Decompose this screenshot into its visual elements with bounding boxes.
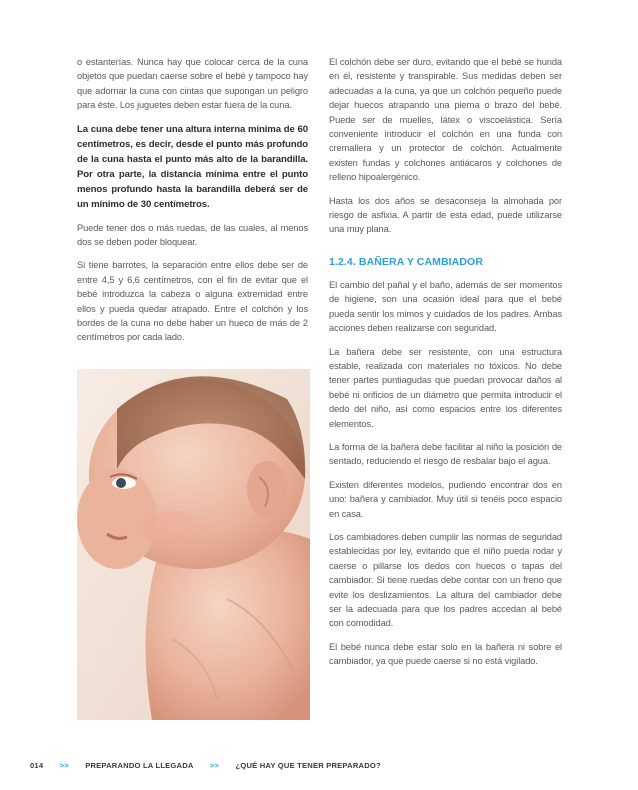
section-heading: 1.2.4. BAÑERA Y CAMBIADOR [329, 255, 484, 268]
separator: >> [59, 761, 69, 770]
paragraph: Los cambiadores deben cumplir las normas de seguridad establecidas por ley, evitando que el niño pueda rodar y caerse o pillarse los dedos con huecos o tapas del cambiador. Si tiene ruedas debe contar con un freno que evite los deslizamientos. La altura del cambiador debe ser la adecuada para que los padres accedan al bebé con comodidad. [329, 531, 562, 629]
paragraph: Hasta los dos años se desaconseja la almohada por riesgo de asfixia. A partir de esta edad, puede utilizarse una muy plana. [329, 195, 562, 235]
paragraph: Puede tener dos o más ruedas, de las cuales, al menos dos se deben poder bloquear. [77, 222, 308, 248]
baby-photo [77, 369, 310, 720]
paragraph: Si tiene barrotes, la separación entre ellos debe ser de entre 4,5 y 6,6 centímetros, con el fin de evitar que el bebé introduzca la cabeza o alguna extremidad entre ellos y pueda quedar atrapado. Entre el colchón y los bordes de la cuna no debe haber un hueco de más de 2 centímetros por cada lado. [77, 260, 308, 343]
footer-section: PREPARANDO LA LLEGADA [85, 761, 194, 770]
separator: >> [209, 761, 220, 770]
paragraph: La forma de la bañera debe facilitar al niño la posición de sentado, reduciendo el riesgo de resbalar bajo el agua. [329, 441, 562, 467]
left-column [77, 55, 308, 354]
paragraph: La bañera debe ser resistente, con una estructura estable, realizada con materiales no tóxicos. No debe tener partes puntiagudas que puedan provocar daños al bebé ni orificios de un diámetro que permita introducir el dedo del niño, así como espacios entre los diferentes elementos. [329, 346, 562, 429]
highlighted-paragraph: La cuna debe tener una altura interna mínima de 60 centímetros, es decir, desde el punto más profundo de la cuna hasta el punto más alto de la barandilla. Por otra parte, la distancia mínima entre el punto menos profundo hasta la barandilla deberá ser de un mínimo de 30 centímetros. [77, 123, 308, 210]
paragraph: o estanterías. Nunca hay que colocar cerca de la cuna objetos que puedan caerse sobre el bebé y tampoco hay que adornar la cuna con cintas que supongan un peligro para éste. Los juguetes deben estar fuera de la cuna. [77, 57, 308, 111]
page-footer [30, 761, 381, 770]
baby-illustration [77, 369, 310, 720]
page-number: 014 [30, 761, 44, 770]
paragraph: Existen diferentes modelos, pudiendo encontrar dos en uno: bañera y cambiador. Muy útil si tenéis poco espacio en casa. [329, 479, 562, 519]
right-column [329, 55, 562, 678]
footer-chapter: ¿QUÉ HAY QUE TENER PREPARADO? [235, 761, 381, 770]
paragraph: El bebé nunca debe estar solo en la bañera ni sobre el cambiador, ya que puede caerse si no está vigilado. [329, 641, 562, 667]
paragraph: El cambio del pañal y el baño, además de ser momentos de higiene, son una ocasión ideal para que el bebé pueda sentir los mimos y cuidados de los padres. Ambas acciones deben realizarse con seguridad. [329, 279, 562, 334]
paragraph: El colchón debe ser duro, evitando que el bebé se hunda en él, resistente y transpirable. Sus medidas deben ser adecuadas a la cuna, ya que un colchón pequeño puede dejar huecos atrapando una pierna o brazo del bebé. Puede ser de muelles, látex o viscoelástica. Sería conveniente introducir el colchón en una funda con cremallera y un protector de colchón. Actualmente existen fundas y colchones antiácaros y colchones de relleno hipoalergénico. [329, 57, 562, 183]
